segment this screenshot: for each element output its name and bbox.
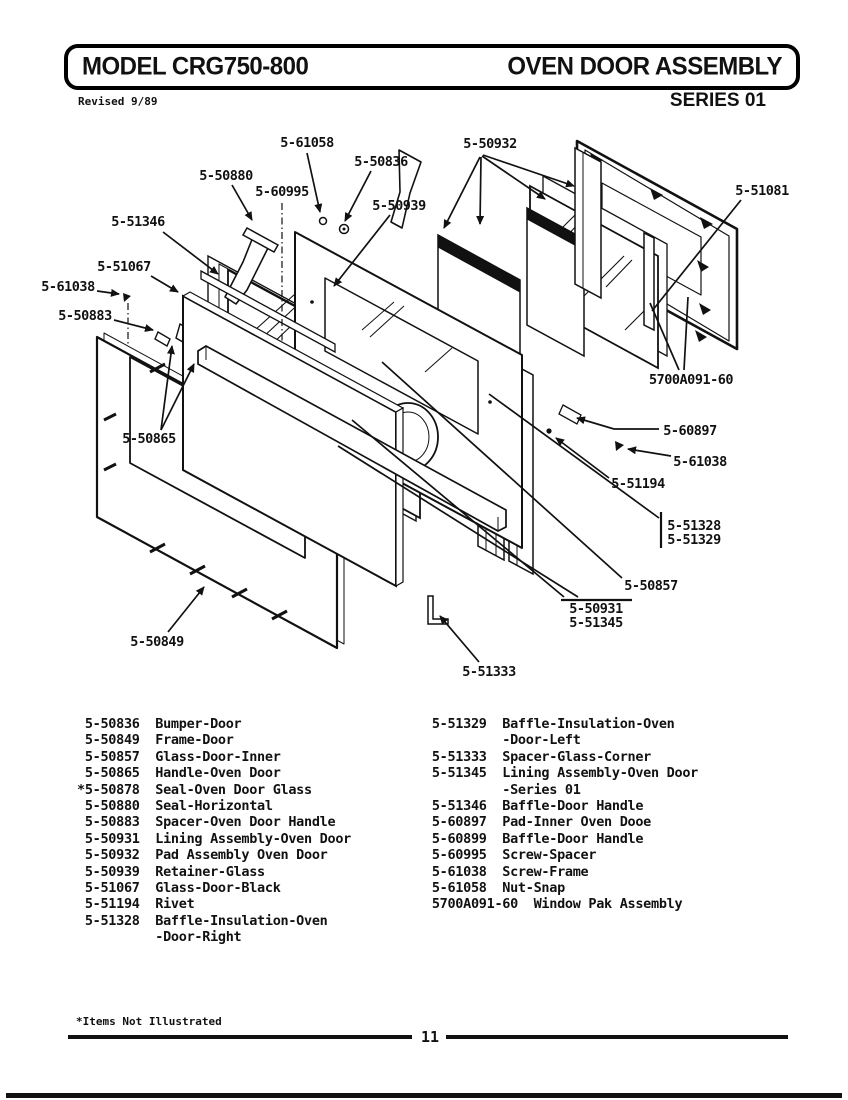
nut-snap <box>320 218 327 225</box>
page-number: 11 <box>420 1028 440 1046</box>
parts-list-line-5-51345: -Series 01 <box>424 781 581 798</box>
part-callout-5-50932: 5-50932 <box>463 136 517 152</box>
footer-rule-right <box>446 1035 788 1039</box>
parts-list-line-5-60995: 5-60995 Screw-Spacer <box>424 847 597 864</box>
part-callout-5-50865: 5-50865 <box>122 431 176 447</box>
part-callout-5-50880: 5-50880 <box>199 168 253 184</box>
part-callout-5-51346: 5-51346 <box>111 214 165 230</box>
corner-spacer <box>428 596 448 624</box>
parts-list-line-5-51328: -Door-Right <box>77 929 242 946</box>
page-title: OVEN DOOR ASSEMBLY <box>507 52 782 81</box>
part-callout-5-50939: 5-50939 <box>372 198 426 214</box>
model-number: MODEL CRG750-800 <box>82 52 309 81</box>
parts-list-line-5-50836: 5-50836 Bumper-Door <box>77 716 242 732</box>
part-callout-5-50836: 5-50836 <box>354 154 408 170</box>
revision-date: Revised 9/89 <box>78 95 158 108</box>
part-callout-5-51081: 5-51081 <box>735 183 789 199</box>
part-callout-5-51067: 5-51067 <box>97 259 151 275</box>
part-callout-5-50849: 5-50849 <box>130 634 184 650</box>
parts-list-line-5-50931: 5-50931 Lining Assembly-Oven Door <box>77 830 351 847</box>
glass-strip <box>644 233 654 330</box>
exploded-diagram <box>30 112 820 692</box>
parts-list-line-5-61058: 5-61058 Nut-Snap <box>424 880 565 897</box>
parts-list-line-5-51333: 5-51333 Spacer-Glass-Corner <box>424 748 652 765</box>
screw-frame-right <box>615 441 624 451</box>
parts-list-line-5-51067: 5-51067 Glass-Door-Black <box>77 880 281 897</box>
parts-list-line-5-50932: 5-50932 Pad Assembly Oven Door <box>77 847 328 864</box>
parts-list-line-5-51346: 5-51346 Baffle-Door Handle <box>424 798 644 815</box>
parts-list-line-5-60899: 5-60899 Baffle-Door Handle <box>424 830 644 847</box>
screw-frame-left <box>123 293 131 302</box>
parts-list-line-5-50939: 5-50939 Retainer-Glass <box>77 863 265 880</box>
part-callout-5-51333: 5-51333 <box>462 664 516 680</box>
part-callout-5-61038: 5-61038 <box>41 279 95 295</box>
parts-list-line-5-60897: 5-60897 Pad-Inner Oven Dooe <box>424 814 652 831</box>
part-callout-5-60897: 5-60897 <box>663 423 717 439</box>
part-callout-5-51345: 5-51345 <box>569 615 623 631</box>
parts-list-line-5-51329: 5-51329 Baffle-Insulation-Oven <box>424 716 675 732</box>
bottom-border <box>6 1093 842 1098</box>
pad-inner <box>559 405 581 424</box>
parts-list-line-5-50880: 5-50880 Seal-Horizontal <box>77 798 273 815</box>
parts-list-line-5-51328: 5-51328 Baffle-Insulation-Oven <box>77 912 328 929</box>
parts-list-line-5-51345: 5-51345 Lining Assembly-Oven Door <box>424 765 698 782</box>
spacer-clip <box>155 332 170 346</box>
parts-list-right-column <box>424 716 774 913</box>
part-callout-5-51329: 5-51329 <box>667 532 721 548</box>
footnote: *Items Not Illustrated <box>76 1015 222 1028</box>
parts-list-line-5-50857: 5-50857 Glass-Door-Inner <box>77 748 281 765</box>
parts-list-line-5-50865: 5-50865 Handle-Oven Door <box>77 765 281 782</box>
part-callout-5-60995: 5-60995 <box>255 184 309 200</box>
part-callout-5700A091-60: 5700A091-60 <box>649 372 733 388</box>
part-callout-5-61058: 5-61058 <box>280 135 334 151</box>
parts-list-line-5-50878: *5-50878 Seal-Oven Door Glass <box>77 781 312 798</box>
parts-list-line-5-50883: 5-50883 Spacer-Oven Door Handle <box>77 814 336 831</box>
part-callout-5-61038: 5-61038 <box>673 454 727 470</box>
part-callout-5-51194: 5-51194 <box>611 476 665 492</box>
parts-list-left-column <box>77 716 422 946</box>
parts-list-line-5-61038: 5-61038 Screw-Frame <box>424 863 589 880</box>
parts-list-line-5-51329: -Door-Left <box>424 732 581 749</box>
series-label: SERIES 01 <box>669 90 766 111</box>
parts-list-line-5-50849: 5-50849 Frame-Door <box>77 732 234 749</box>
title-box <box>64 44 800 90</box>
part-callout-5-51328: 5-51328 <box>667 518 721 534</box>
rivet <box>546 428 551 433</box>
part-callout-5-50857: 5-50857 <box>624 578 678 594</box>
part-callout-5-50931: 5-50931 <box>569 601 623 617</box>
footer-rule-left <box>68 1035 412 1039</box>
parts-list-line-5700A091-60: 5700A091-60 Window Pak Assembly <box>424 896 683 913</box>
parts-list-line-5-51194: 5-51194 Rivet <box>77 896 195 913</box>
part-callout-5-50883: 5-50883 <box>58 308 112 324</box>
